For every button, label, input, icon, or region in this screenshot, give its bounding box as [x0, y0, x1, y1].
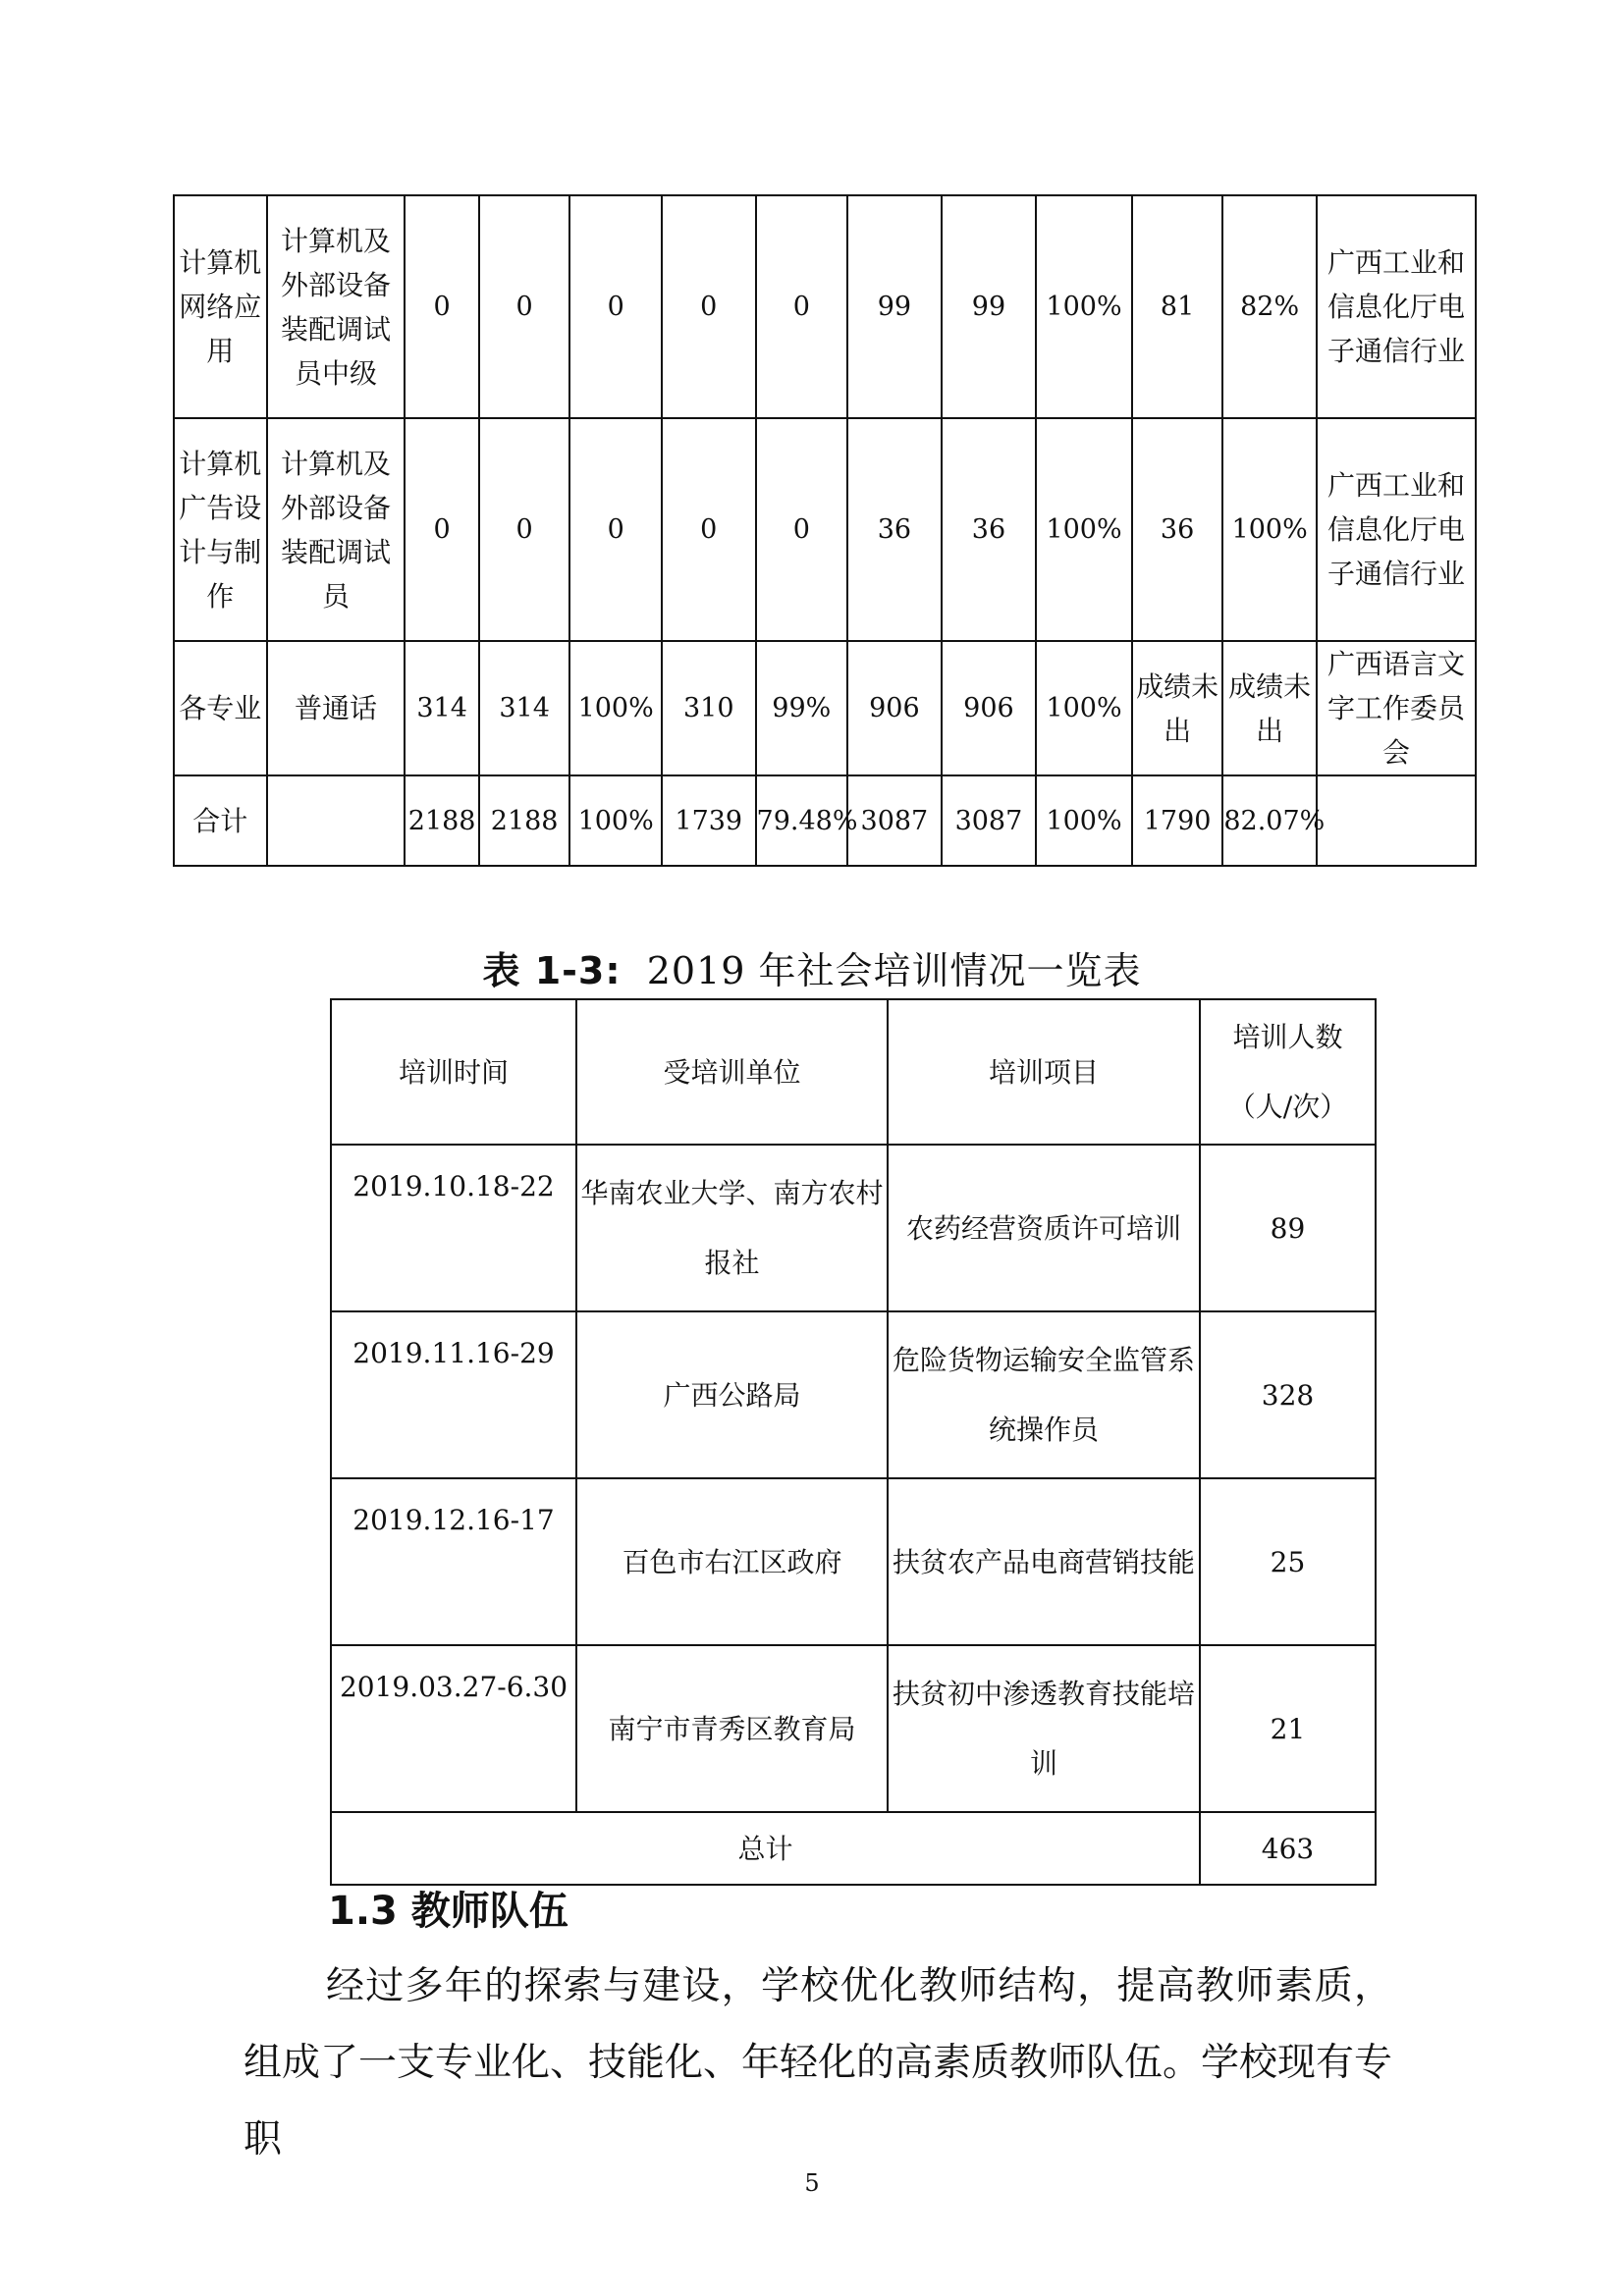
- certificate-cell: 普通话: [267, 641, 406, 775]
- value-cell: 906: [942, 641, 1037, 775]
- trainee-count-cell: 21: [1200, 1645, 1376, 1812]
- header-trainee-count: 培训人数（人/次）: [1200, 999, 1376, 1145]
- issuing-org-cell: 广西语言文字工作委员会: [1317, 641, 1476, 775]
- value-cell: 0: [662, 195, 756, 418]
- value-cell: 成绩未出: [1222, 641, 1317, 775]
- table-row-total: [174, 775, 1476, 866]
- training-project-cell: 危险货物运输安全监管系统操作员: [888, 1311, 1200, 1478]
- value-cell: 100%: [1036, 641, 1132, 775]
- table-row: [174, 195, 1476, 418]
- table-caption: [0, 940, 1624, 994]
- header-training-project: 培训项目: [888, 999, 1200, 1145]
- value-cell: 79.48%: [756, 775, 848, 866]
- section-heading: 1.3 教师队伍: [328, 1889, 568, 1934]
- value-cell: 81: [1132, 195, 1223, 418]
- trainee-count-cell: 25: [1200, 1478, 1376, 1645]
- trained-unit-cell: 百色市右江区政府: [576, 1478, 888, 1645]
- value-cell: 0: [756, 418, 848, 641]
- training-project-cell: 扶贫农产品电商营销技能: [888, 1478, 1200, 1645]
- major-cell: 各专业: [174, 641, 267, 775]
- value-cell: 0: [756, 195, 848, 418]
- social-training-table: [330, 998, 1377, 1886]
- value-cell: 1739: [662, 775, 756, 866]
- table-total-row: [331, 1812, 1376, 1885]
- training-time-cell: 2019.11.16-29: [331, 1311, 576, 1478]
- table-row: [331, 1478, 1376, 1645]
- major-cell: 计算机广告设计与制作: [174, 418, 267, 641]
- value-cell: 0: [405, 195, 478, 418]
- value-cell: 0: [569, 418, 662, 641]
- value-cell: 2188: [479, 775, 570, 866]
- value-cell: 0: [479, 418, 570, 641]
- value-cell: 0: [479, 195, 570, 418]
- value-cell: 100%: [1036, 775, 1132, 866]
- page-number: 5: [804, 2169, 820, 2197]
- trainee-count-cell: 89: [1200, 1145, 1376, 1311]
- table-row: [331, 1645, 1376, 1812]
- value-cell: 82.07%: [1222, 775, 1317, 866]
- value-cell: 0: [662, 418, 756, 641]
- trained-unit-cell: 广西公路局: [576, 1311, 888, 1478]
- value-cell: 36: [942, 418, 1037, 641]
- table-row: [174, 641, 1476, 775]
- value-cell: 100%: [1222, 418, 1317, 641]
- value-cell: 成绩未出: [1132, 641, 1223, 775]
- major-cell: 合计: [174, 775, 267, 866]
- value-cell: 36: [847, 418, 942, 641]
- value-cell: 906: [847, 641, 942, 775]
- value-cell: 99: [847, 195, 942, 418]
- value-cell: 0: [569, 195, 662, 418]
- certification-table: [173, 194, 1477, 867]
- value-cell: 3087: [942, 775, 1037, 866]
- trained-unit-cell: 南宁市青秀区教育局: [576, 1645, 888, 1812]
- major-cell: 计算机网络应用: [174, 195, 267, 418]
- issuing-org-cell: 广西工业和信息化厅电子通信行业: [1317, 195, 1476, 418]
- value-cell: 0: [405, 418, 478, 641]
- certificate-cell: 计算机及外部设备装配调试员中级: [267, 195, 406, 418]
- table-header-row: [331, 999, 1376, 1145]
- header-training-time: 培训时间: [331, 999, 576, 1145]
- table-row: [174, 418, 1476, 641]
- certificate-cell: [267, 775, 406, 866]
- total-label: 总计: [331, 1812, 1200, 1885]
- value-cell: 310: [662, 641, 756, 775]
- table-row: [331, 1145, 1376, 1311]
- value-cell: 99: [942, 195, 1037, 418]
- training-time-cell: 2019.12.16-17: [331, 1478, 576, 1645]
- value-cell: 1790: [1132, 775, 1223, 866]
- training-time-cell: 2019.10.18-22: [331, 1145, 576, 1311]
- trainee-count-cell: 328: [1200, 1311, 1376, 1478]
- value-cell: 82%: [1222, 195, 1317, 418]
- value-cell: 314: [405, 641, 478, 775]
- value-cell: 3087: [847, 775, 942, 866]
- value-cell: 100%: [1036, 195, 1132, 418]
- value-cell: 100%: [569, 775, 662, 866]
- table-caption-text: 2019 年社会培训情况一览表: [646, 949, 1142, 992]
- training-project-cell: 扶贫初中渗透教育技能培训: [888, 1645, 1200, 1812]
- value-cell: 99%: [756, 641, 848, 775]
- value-cell: 100%: [1036, 418, 1132, 641]
- value-cell: 100%: [569, 641, 662, 775]
- issuing-org-cell: [1317, 775, 1476, 866]
- certificate-cell: 计算机及外部设备装配调试员: [267, 418, 406, 641]
- value-cell: 36: [1132, 418, 1223, 641]
- training-time-cell: 2019.03.27-6.30: [331, 1645, 576, 1812]
- training-project-cell: 农药经营资质许可培训: [888, 1145, 1200, 1311]
- table-row: [331, 1311, 1376, 1478]
- table-caption-label: 表 1-3:: [482, 949, 622, 992]
- total-value: 463: [1200, 1812, 1376, 1885]
- issuing-org-cell: 广西工业和信息化厅电子通信行业: [1317, 418, 1476, 641]
- value-cell: 314: [479, 641, 570, 775]
- trained-unit-cell: 华南农业大学、南方农村报社: [576, 1145, 888, 1311]
- value-cell: 2188: [405, 775, 478, 866]
- header-trained-unit: 受培训单位: [576, 999, 888, 1145]
- body-paragraph: 经过多年的探索与建设，学校优化教师结构，提高教师素质，组成了一支专业化、技能化、年轻化的高素质教师队伍。学校现有专职: [244, 1964, 1393, 2162]
